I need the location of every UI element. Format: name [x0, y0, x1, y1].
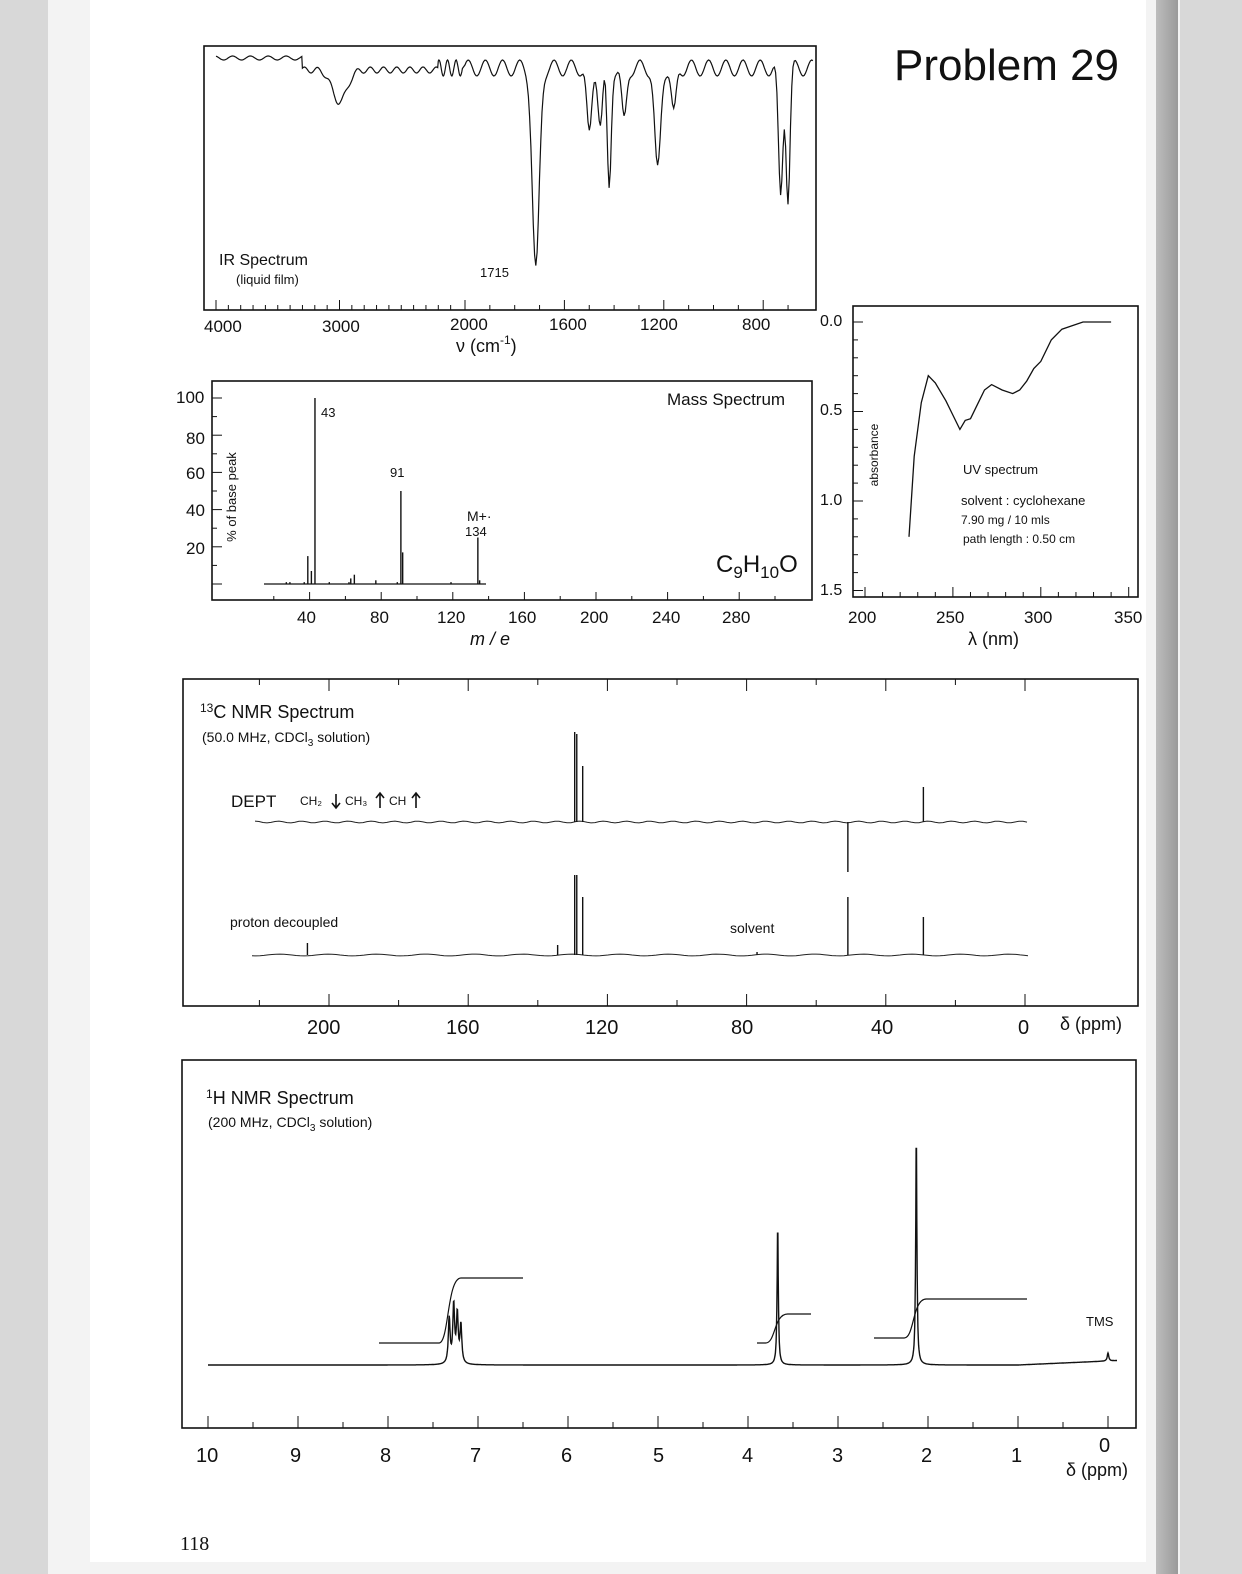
page-title: Problem 29: [894, 41, 1120, 90]
uv-frame: [853, 306, 1138, 597]
h1-xtick-2: 2: [921, 1445, 933, 1467]
uv-xtick-350: 350: [1114, 608, 1143, 627]
h1-label: $^1$H NMR Spectrum: [206, 1087, 354, 1108]
c13-xlabel: δ (ppm): [1060, 1014, 1123, 1034]
h1-xlabel: δ (ppm): [1066, 1460, 1129, 1480]
mass-ylabel: % of base peak: [224, 452, 239, 542]
mass-xtick-280: 280: [722, 608, 751, 627]
dept-ch3: CH₃: [345, 794, 368, 808]
h1-xtick-3: 3: [832, 1445, 844, 1467]
h1-axis-ticks: [208, 1416, 1108, 1428]
uv-path-length: path length : 0.50 cm: [963, 532, 1076, 546]
uv-label: UV spectrum: [963, 462, 1039, 477]
ir-tick-4000: 4000: [204, 317, 242, 336]
h1-xtick-5: 5: [653, 1445, 665, 1467]
h1-xtick-4: 4: [742, 1445, 754, 1467]
c13-label: $^{13}$C NMR Spectrum: [200, 701, 355, 722]
c13-xtick-40: 40: [871, 1017, 894, 1039]
ir-tick-800: 800: [742, 315, 771, 334]
ir-tick-3000: 3000: [322, 317, 360, 336]
c13-panel: [183, 679, 1138, 1039]
ir-tick-1200: 1200: [640, 315, 678, 334]
uv-axis-ticks: [853, 322, 1129, 597]
h1-xtick-0: 0: [1099, 1435, 1111, 1457]
mass-ytick-60: 60: [186, 464, 205, 483]
mass-ytick-100: 100: [176, 388, 205, 407]
mass-formula: $C_9H_{10}O$: [716, 551, 798, 582]
h1-panel: [182, 1060, 1136, 1480]
mass-panel: [176, 381, 812, 649]
mass-title: Mass Spectrum: [667, 390, 786, 409]
uv-panel: [820, 306, 1142, 649]
dept-ch3-up-arrow-icon: [376, 793, 384, 808]
ir-tick-2000: 2000: [450, 315, 488, 334]
c13-xtick-120: 120: [585, 1017, 619, 1039]
h1-integral-2: [874, 1299, 1027, 1338]
c13-dept-baseline: [255, 821, 1027, 823]
uv-xtick-200: 200: [848, 608, 877, 627]
page-number: 118: [180, 1533, 210, 1555]
h1-xtick-7: 7: [470, 1445, 482, 1467]
uv-ylabel: absorbance: [867, 423, 881, 487]
mass-xtick-80: 80: [370, 608, 389, 627]
h1-xtick-8: 8: [380, 1445, 392, 1467]
mass-xtick-240: 240: [652, 608, 681, 627]
c13-xtick-80: 80: [731, 1017, 754, 1039]
ir-frame: [204, 46, 816, 310]
c13-axis-ticks: [259, 679, 1025, 1006]
proton-decoupled-label: proton decoupled: [230, 914, 339, 930]
dept-ch-up-arrow-icon: [412, 793, 420, 808]
mass-label-91: 91: [390, 465, 405, 480]
h1-integrals: [379, 1278, 1027, 1343]
ir-trace: [216, 56, 813, 266]
h1-xtick-10: 10: [196, 1445, 219, 1467]
uv-ytick-15: 1.5: [820, 582, 843, 599]
c13-xtick-200: 200: [307, 1017, 341, 1039]
uv-solvent: solvent : cyclohexane: [961, 493, 1086, 508]
c13-sublabel: (50.0 MHz, CDCl$_3$ solution): [202, 729, 371, 749]
h1-integral-1: [757, 1314, 811, 1343]
mass-label-molecular-ion: M+·: [467, 508, 492, 524]
ir-axis-ticks: [216, 300, 788, 310]
tms-label: TMS: [1086, 1314, 1114, 1329]
ir-tick-1600: 1600: [549, 315, 587, 334]
uv-concentration: 7.90 mg / 10 mls: [961, 513, 1050, 527]
c13-decoupled-baseline: [252, 954, 1028, 956]
uv-ytick-0: 0.0: [820, 313, 843, 330]
mass-ytick-20: 20: [186, 539, 205, 558]
ir-panel: [204, 46, 816, 356]
uv-ytick-05: 0.5: [820, 402, 843, 419]
mass-xtick-40: 40: [297, 608, 316, 627]
h1-xtick-1: 1: [1011, 1445, 1023, 1467]
mass-label-134: 134: [465, 524, 487, 539]
mass-ytick-40: 40: [186, 501, 205, 520]
ir-xlabel: ν $(cm^{-1})$: [456, 333, 517, 356]
mass-label-43: 43: [321, 405, 336, 420]
uv-xtick-300: 300: [1024, 608, 1053, 627]
dept-label: DEPT: [231, 792, 277, 811]
uv-xtick-250: 250: [936, 608, 965, 627]
h1-xtick-6: 6: [561, 1445, 573, 1467]
ir-label: IR Spectrum: [219, 252, 308, 269]
ir-sublabel: (liquid film): [236, 272, 299, 287]
dept-ch: CH: [389, 794, 407, 808]
uv-xlabel: λ (nm): [968, 629, 1019, 649]
mass-xtick-200: 200: [580, 608, 609, 627]
dept-ch2-down-arrow-icon: [332, 794, 340, 808]
h1-integral-0: [379, 1278, 523, 1343]
h1-xtick-9: 9: [290, 1445, 302, 1467]
ir-peak-label: 1715: [480, 265, 509, 280]
uv-ytick-10: 1.0: [820, 492, 843, 509]
dept-ch2: CH₂: [300, 794, 322, 808]
mass-xtick-160: 160: [508, 608, 537, 627]
h1-sublabel: (200 MHz, CDCl$_3$ solution): [208, 1114, 373, 1134]
mass-bars: [286, 398, 479, 584]
c13-peaks: [307, 732, 923, 955]
c13-xtick-160: 160: [446, 1017, 480, 1039]
mass-axis-ticks: [212, 398, 775, 600]
mass-xlabel: m / e: [470, 629, 511, 649]
h1-trace: [208, 1149, 1117, 1366]
c13-solvent-label: solvent: [730, 920, 775, 936]
mass-xtick-120: 120: [437, 608, 466, 627]
c13-xtick-0: 0: [1018, 1017, 1030, 1039]
mass-ytick-80: 80: [186, 429, 205, 448]
